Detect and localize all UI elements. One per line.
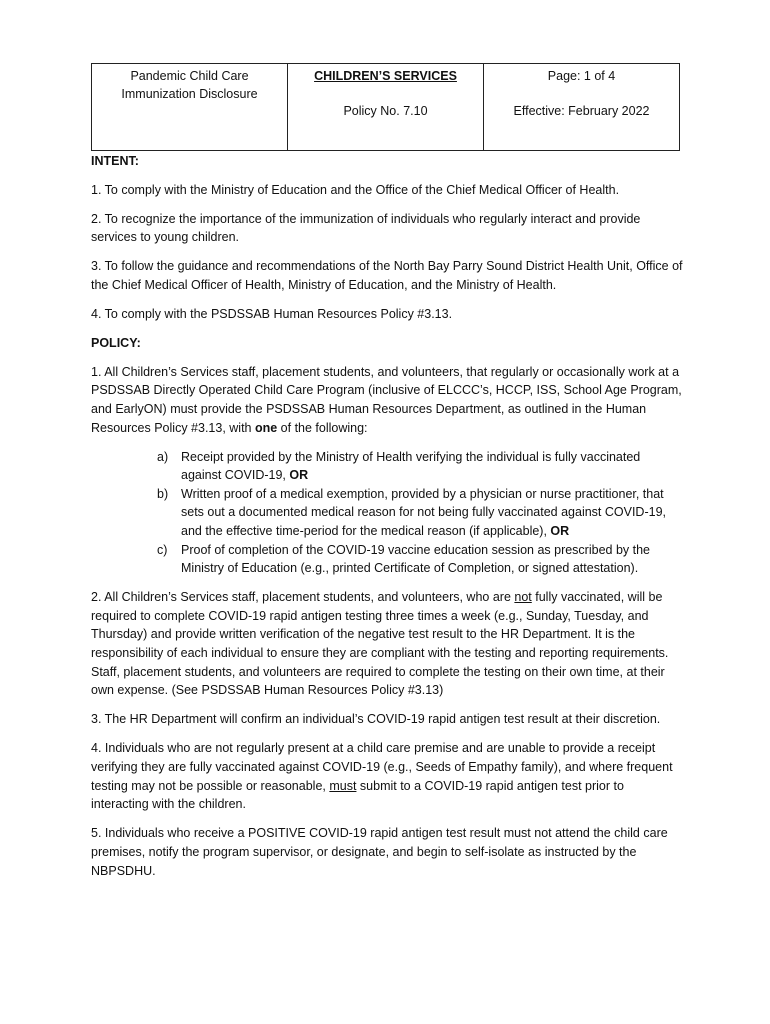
header-doc-name-line1: Pandemic Child Care [130,69,249,83]
policy-item-4: 4. Individuals who are not regularly present at a child care premise and are unable to provide a receipt verifying they are fully vaccinated against COVID-19 (e.g., Seeds of Empathy family), and where frequent testing may not be possible or reasonable, must submit to a COVID-19 rapid antigen test prior to interacting with the children. [91,741,673,812]
intent-item: 1. To comply with the Ministry of Education and the Office of the Chief Medical Officer of Health. [91,182,620,197]
header-department: CHILDREN’S SERVICES [314,69,457,83]
policy-sub-list [91,448,683,578]
header-effective-date: Effective: February 2022 [513,104,650,118]
intent-heading: INTENT: [91,154,139,168]
sub-list-item: c) Proof of completion of the COVID-19 vaccine education session as prescribed by the Ministry of Education (e.g., printed Certificate of Completion, or signed attestation). [157,542,651,576]
header-policy-number: Policy No. 7.10 [343,104,428,118]
policy-heading: POLICY: [91,336,141,351]
policy-item-5: 5. Individuals who receive a POSITIVE COVID-19 rapid antigen test result must not attend the child care premises, notify the program supervisor, or designate, and begin to self-isolate as instructed by the NBPSDHU. [91,826,668,878]
header-doc-name-line2: Immunization Disclosure [121,87,258,101]
intent-item: 2. To recognize the importance of the immunization of individuals who regularly interact and provide services to young children. [91,211,641,245]
sub-list-marker: c) [157,542,168,557]
sub-list-item: b) Written proof of a medical exemption, provided by a physician or nurse practitioner, that sets out a documented medical reason for not being fully vaccinated against COVID-19, and the effective time-period for the medical reason (if applicable), OR [157,486,666,538]
header-cell-department [288,64,484,150]
sub-list-item: a) Receipt provided by the Ministry of Health verifying the individual is fully vaccinated against COVID-19, OR [157,449,641,483]
document-body [91,152,683,891]
header-cell-meta [484,64,679,150]
sub-list-marker: a) [157,449,169,464]
policy-header-table [91,63,680,151]
policy-item-1: 1. All Children’s Services staff, placement students, and volunteers, that regularly or occasionally work at a PSDSSAB Directly Operated Child Care Program (inclusive of ELCCC’s, HCCP, ISS, School Age Program, and EarlyON) must provide the PSDSSAB Human Resources Department, as outlined in the Human Resources Policy #3.13, with one of the following: [91,364,682,435]
policy-item-2: 2. All Children’s Services staff, placement students, and volunteers, who are not fully vaccinated, will be required to complete COVID-19 rapid antigen testing three times a week (e.g., Sunday, Tuesday, and Thursday) and provide written verification of the negative test result to the HR Department. It is the responsibility of each individual to ensure they are compliant with the testing and reporting requirements. Staff, placement students, and volunteers are required to complete the testing on their own time, at their own expense. (See PSDSSAB Human Resources Policy #3.13) [91,590,669,698]
intent-item: 3. To follow the guidance and recommendations of the North Bay Parry Sound District Health Unit, Office of the Chief Medical Officer of Health, Ministry of Education, and the Ministry of Health. [91,259,683,292]
header-page-number: Page: 1 of 4 [547,69,616,83]
sub-list-marker: b) [157,486,169,501]
intent-item: 4. To comply with the PSDSSAB Human Resources Policy #3.13. [91,307,453,322]
policy-item-3: 3. The HR Department will confirm an individual’s COVID-19 rapid antigen test result at their discretion. [91,712,661,727]
header-cell-title [92,64,288,150]
